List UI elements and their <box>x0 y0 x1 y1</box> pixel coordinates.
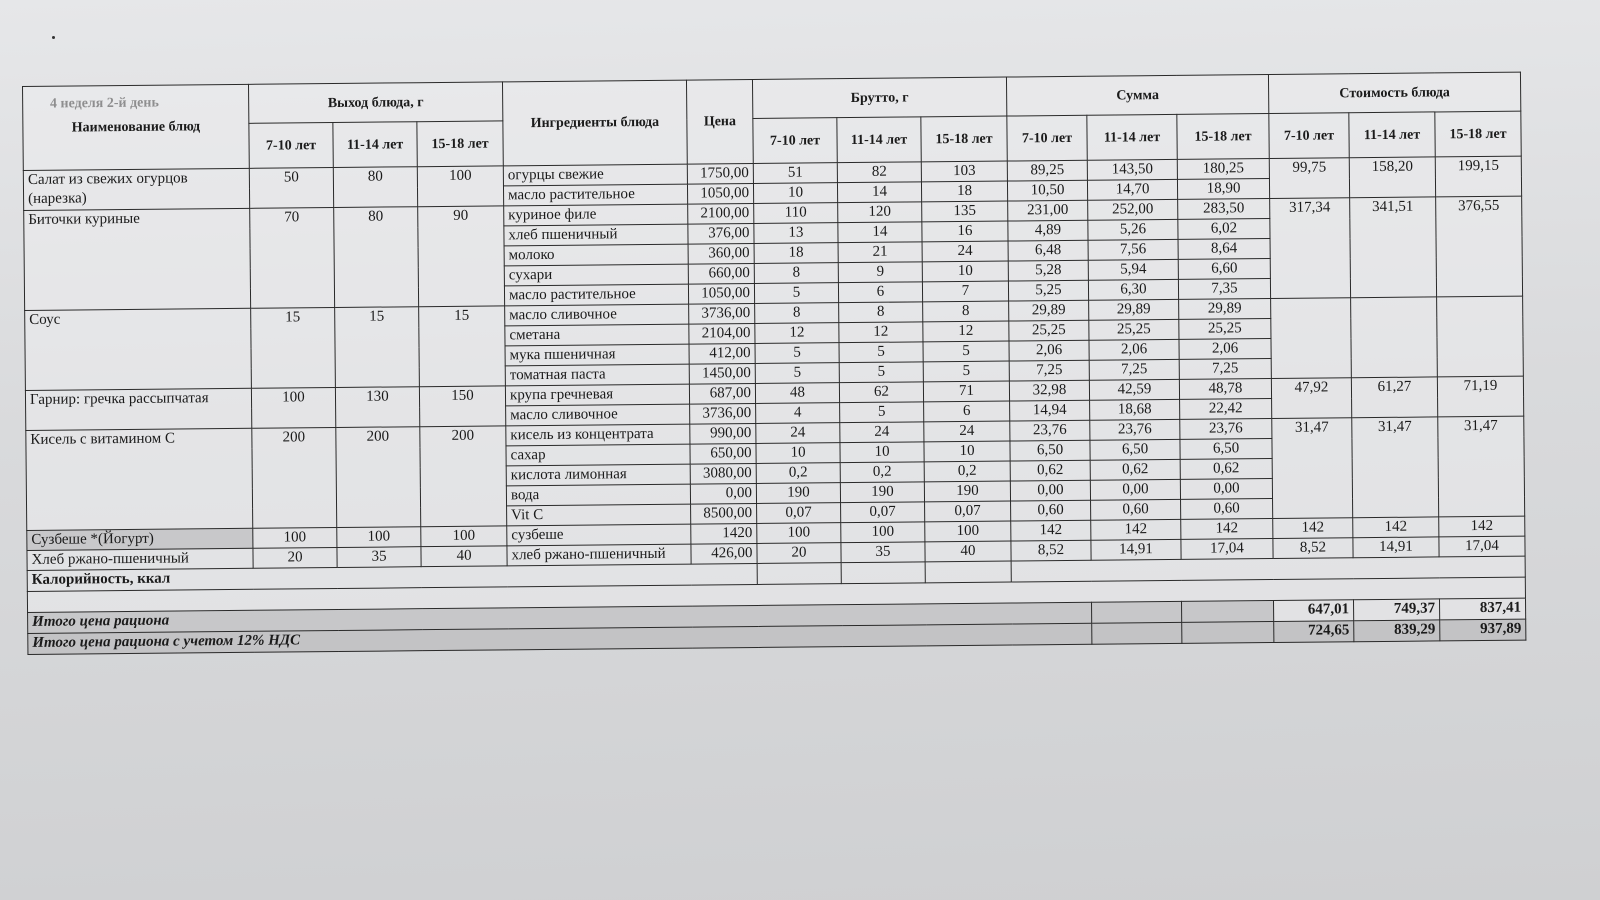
dish-cost: 8,52 <box>1273 538 1353 559</box>
ingredient-brutto: 100 <box>757 523 841 544</box>
ingredient-price: 1050,00 <box>688 283 754 304</box>
dish-yield: 90 <box>418 206 505 307</box>
header-sum-age-15-18: 15-18 лет <box>1177 114 1269 160</box>
ingredient-sum: 6,02 <box>1178 219 1270 240</box>
total-vat-label: Итого цена рациона с учетом 12% НДС <box>28 623 1092 654</box>
ingredient-brutto: 12 <box>923 321 1009 342</box>
header-sum-age-11-14: 11-14 лет <box>1087 114 1177 160</box>
ingredient-sum: 23,76 <box>1090 419 1180 440</box>
ingredient-sum: 5,25 <box>1008 280 1088 301</box>
header-yield-age-15-18: 15-18 лет <box>417 121 503 167</box>
ingredient-brutto: 103 <box>921 161 1007 182</box>
ingredient-name: масло сливочное <box>506 404 690 426</box>
dish-yield: 150 <box>419 386 505 427</box>
ingredient-sum: 29,89 <box>1089 299 1179 320</box>
ingredient-sum: 0,00 <box>1180 479 1272 500</box>
ingredient-sum: 89,25 <box>1007 160 1087 181</box>
dish-cost: 158,20 <box>1349 157 1435 198</box>
dish-yield: 130 <box>335 387 419 428</box>
ingredient-brutto: 110 <box>754 203 838 224</box>
ingredient-sum: 25,25 <box>1089 319 1179 340</box>
ingredient-brutto: 5 <box>839 342 923 363</box>
total-blank-cell <box>1092 622 1182 644</box>
dish-cost: 376,55 <box>1436 196 1523 297</box>
header-brutto-age-7-10: 7-10 лет <box>753 118 837 164</box>
scan-speck <box>52 36 55 39</box>
dish-yield: 100 <box>417 166 503 207</box>
ingredient-brutto: 82 <box>837 162 921 183</box>
dish-yield: 200 <box>252 428 337 529</box>
total-vat-value-11-14: 839,29 <box>1354 620 1440 642</box>
ingredient-brutto: 10 <box>753 183 837 204</box>
ingredient-name: сметана <box>505 324 689 346</box>
ingredient-brutto: 71 <box>923 381 1009 402</box>
ingredient-brutto: 0,2 <box>840 462 924 483</box>
ingredient-name: масло растительное <box>503 184 687 206</box>
ingredient-sum: 231,00 <box>1008 200 1088 221</box>
calories-cell <box>757 563 841 585</box>
ingredient-price: 1450,00 <box>689 363 755 384</box>
header-yield: Выход блюда, г <box>248 82 502 123</box>
ingredient-brutto: 24 <box>840 422 924 443</box>
total-blank-cell <box>1182 601 1274 623</box>
dish-cost: 142 <box>1439 516 1525 537</box>
dish-name: Гарнир: гречка рассыпчатая <box>25 388 251 430</box>
ingredient-sum: 6,50 <box>1090 439 1180 460</box>
dish-cost: 142 <box>1273 518 1353 539</box>
ingredient-sum: 0,60 <box>1181 499 1273 520</box>
ingredient-sum: 25,25 <box>1009 320 1089 341</box>
dish-cost: 199,15 <box>1435 156 1521 197</box>
ingredient-price: 3736,00 <box>690 403 756 424</box>
ingredient-brutto: 14 <box>838 222 922 243</box>
ingredient-price: 376,00 <box>688 223 754 244</box>
dish-cost: 31,47 <box>1272 418 1353 519</box>
ingredient-sum: 14,94 <box>1010 400 1090 421</box>
calories-cell <box>841 562 925 584</box>
ingredient-brutto: 6 <box>838 282 922 303</box>
header-yield-age-11-14: 11-14 лет <box>333 122 417 168</box>
dish-yield: 50 <box>249 168 333 209</box>
ingredient-sum: 0,62 <box>1010 460 1090 481</box>
ingredient-brutto: 13 <box>754 223 838 244</box>
menu-body <box>23 156 1525 570</box>
dish-cost <box>1437 296 1524 377</box>
ingredient-price: 412,00 <box>689 343 755 364</box>
ingredient-name: Vit C <box>507 504 691 526</box>
ingredient-sum: 17,04 <box>1181 539 1273 560</box>
ingredient-name: кисель из концентрата <box>506 424 690 446</box>
ingredient-brutto: 0,07 <box>841 502 925 523</box>
ingredient-brutto: 0,07 <box>925 501 1011 522</box>
ingredient-sum: 23,76 <box>1010 420 1090 441</box>
ingredient-price: 8500,00 <box>691 503 757 524</box>
dish-yield: 20 <box>253 547 337 568</box>
header-brutto: Брутто, г <box>752 77 1006 118</box>
ingredient-sum: 0,00 <box>1010 480 1090 501</box>
total-blank-cell <box>1182 622 1274 644</box>
dish-cost: 17,04 <box>1439 536 1525 557</box>
ingredient-brutto: 18 <box>921 181 1007 202</box>
ingredient-brutto: 51 <box>753 163 837 184</box>
dish-cost: 142 <box>1353 517 1439 538</box>
dish-yield: 80 <box>334 207 419 308</box>
dish-name: Салат из свежих огурцов (нарезка) <box>23 168 249 210</box>
ingredient-brutto: 10 <box>840 442 924 463</box>
ingredient-sum: 0,62 <box>1180 459 1272 480</box>
header-cost-age-7-10: 7-10 лет <box>1269 113 1349 159</box>
header-ingredients: Ингредиенты блюда <box>502 80 687 166</box>
ingredient-brutto: 24 <box>756 423 840 444</box>
dish-yield: 35 <box>337 547 421 568</box>
ingredient-name: вода <box>506 484 690 506</box>
ingredient-brutto: 9 <box>838 262 922 283</box>
ingredient-brutto: 120 <box>838 202 922 223</box>
ingredient-price: 1750,00 <box>687 163 753 184</box>
ingredient-sum: 5,28 <box>1008 260 1088 281</box>
ingredient-sum: 2,06 <box>1089 339 1179 360</box>
total-vat-value-15-18: 937,89 <box>1440 619 1526 641</box>
ingredient-sum: 180,25 <box>1177 159 1269 180</box>
ingredient-brutto: 21 <box>838 242 922 263</box>
ingredient-name: масло растительное <box>504 284 688 306</box>
ingredient-brutto: 190 <box>756 483 840 504</box>
menu-table <box>22 72 1526 655</box>
ingredient-sum: 48,78 <box>1179 379 1271 400</box>
dish-cost: 71,19 <box>1437 376 1523 417</box>
ingredient-sum: 6,48 <box>1008 240 1088 261</box>
ingredient-brutto: 14 <box>837 182 921 203</box>
header-cost-age-11-14: 11-14 лет <box>1349 112 1435 158</box>
ingredient-brutto: 35 <box>841 542 925 563</box>
ingredient-sum: 7,56 <box>1088 239 1178 260</box>
total-vat-value-7-10: 724,65 <box>1274 621 1354 643</box>
ingredient-sum: 6,50 <box>1180 439 1272 460</box>
calories-label: Калорийность, ккал <box>27 563 757 591</box>
ingredient-name: томатная паста <box>505 364 689 386</box>
ingredient-sum: 0,60 <box>1091 499 1181 520</box>
ingredient-brutto: 100 <box>841 522 925 543</box>
ingredient-sum: 142 <box>1011 520 1091 541</box>
ingredient-sum: 18,68 <box>1090 399 1180 420</box>
ingredient-brutto: 6 <box>924 401 1010 422</box>
dish-cost: 341,51 <box>1350 197 1437 298</box>
ingredient-name: масло сливочное <box>505 304 689 326</box>
ingredient-price: 360,00 <box>688 243 754 264</box>
ingredient-brutto: 10 <box>922 261 1008 282</box>
menu-sheet <box>22 72 1526 655</box>
ingredient-sum: 4,89 <box>1008 220 1088 241</box>
dish-yield: 200 <box>336 427 421 528</box>
ingredient-brutto: 18 <box>754 243 838 264</box>
ingredient-brutto: 4 <box>756 403 840 424</box>
ingredient-sum: 6,60 <box>1178 259 1270 280</box>
ingredient-price: 1420 <box>691 523 757 544</box>
dish-name: Сузбеше *(Йогурт) <box>27 528 253 550</box>
dish-yield: 80 <box>333 167 417 208</box>
ingredient-brutto: 10 <box>924 441 1010 462</box>
dish-cost: 31,47 <box>1352 417 1439 518</box>
ingredient-brutto: 62 <box>839 382 923 403</box>
ingredient-name: куриное филе <box>504 204 688 226</box>
calories-cell <box>925 561 1011 583</box>
header-sum-age-7-10: 7-10 лет <box>1007 115 1087 161</box>
dish-cost: 317,34 <box>1270 198 1351 299</box>
ingredient-sum: 8,52 <box>1011 540 1091 561</box>
dish-yield: 100 <box>337 527 421 548</box>
ingredient-name: сахар <box>506 444 690 466</box>
ingredient-brutto: 190 <box>840 482 924 503</box>
ingredient-name: мука пшеничная <box>505 344 689 366</box>
ingredient-brutto: 190 <box>924 481 1010 502</box>
ingredient-brutto: 0,2 <box>756 463 840 484</box>
header-sum: Сумма <box>1006 75 1268 117</box>
ingredient-sum: 2,06 <box>1179 339 1271 360</box>
ingredient-price: 660,00 <box>688 263 754 284</box>
total-label: Итого цена рациона <box>28 602 1092 633</box>
ingredient-brutto: 5 <box>754 283 838 304</box>
ingredient-sum: 18,90 <box>1177 179 1269 200</box>
ingredient-sum: 252,00 <box>1088 199 1178 220</box>
dish-name: Хлеб ржано-пшеничный <box>27 548 253 570</box>
dish-yield: 15 <box>419 306 506 387</box>
ingredient-brutto: 135 <box>922 201 1008 222</box>
ingredient-sum: 29,89 <box>1009 300 1089 321</box>
total-value-7-10: 647,01 <box>1273 600 1353 622</box>
ingredient-brutto: 20 <box>757 543 841 564</box>
ingredient-brutto: 100 <box>925 521 1011 542</box>
ingredient-sum: 0,60 <box>1011 500 1091 521</box>
ingredient-brutto: 8 <box>923 301 1009 322</box>
header-cost-age-15-18: 15-18 лет <box>1435 111 1521 157</box>
dish-yield: 100 <box>253 527 337 548</box>
ingredient-sum: 14,91 <box>1091 539 1181 560</box>
total-value-11-14: 749,37 <box>1353 599 1439 621</box>
dish-name: Соус <box>25 308 252 390</box>
ingredient-brutto: 10 <box>756 443 840 464</box>
ingredient-name: сузбеше <box>507 524 691 546</box>
ingredient-brutto: 5 <box>840 402 924 423</box>
ingredient-brutto: 24 <box>922 241 1008 262</box>
ingredient-brutto: 48 <box>755 383 839 404</box>
ingredient-sum: 143,50 <box>1087 159 1177 180</box>
ingredient-sum: 5,26 <box>1088 219 1178 240</box>
total-blank-cell <box>1092 601 1182 623</box>
ingredient-sum: 0,00 <box>1090 479 1180 500</box>
ingredient-price: 3736,00 <box>689 303 755 324</box>
ingredient-brutto: 12 <box>755 323 839 344</box>
ingredient-brutto: 24 <box>924 421 1010 442</box>
dish-cost <box>1271 298 1352 379</box>
ingredient-name: хлеб ржано-пшеничный <box>507 544 691 566</box>
ingredient-price: 1050,00 <box>687 183 753 204</box>
ingredient-sum: 22,42 <box>1180 399 1272 420</box>
ingredient-price: 650,00 <box>690 443 756 464</box>
ingredient-name: кислота лимонная <box>506 464 690 486</box>
ingredient-price: 687,00 <box>689 383 755 404</box>
dish-yield: 15 <box>251 308 336 389</box>
ingredient-sum: 7,25 <box>1009 360 1089 381</box>
dish-cost: 61,27 <box>1351 377 1437 418</box>
ingredient-price: 0,00 <box>690 483 756 504</box>
ingredient-sum: 8,64 <box>1178 239 1270 260</box>
ingredient-brutto: 40 <box>925 541 1011 562</box>
dish-name: Кисель с витамином С <box>26 428 253 530</box>
ingredient-name: сухари <box>504 264 688 286</box>
ingredient-sum: 7,25 <box>1089 359 1179 380</box>
ingredient-sum: 29,89 <box>1179 299 1271 320</box>
dish-cost: 47,92 <box>1271 378 1351 419</box>
dish-cost: 14,91 <box>1353 537 1439 558</box>
ingredient-brutto: 8 <box>755 303 839 324</box>
ingredient-sum: 6,50 <box>1010 440 1090 461</box>
dish-yield: 100 <box>421 526 507 547</box>
ingredient-price: 426,00 <box>691 543 757 564</box>
ingredient-sum: 2,06 <box>1009 340 1089 361</box>
ingredient-sum: 7,35 <box>1178 279 1270 300</box>
dish-cost: 99,75 <box>1269 158 1349 199</box>
dish-yield: 100 <box>251 388 335 429</box>
ingredient-sum: 23,76 <box>1180 419 1272 440</box>
ingredient-brutto: 16 <box>922 221 1008 242</box>
ingredient-name: молоко <box>504 244 688 266</box>
ingredient-brutto: 5 <box>839 362 923 383</box>
dish-yield: 15 <box>335 307 420 388</box>
ingredient-brutto: 8 <box>754 263 838 284</box>
ingredient-brutto: 0,07 <box>757 503 841 524</box>
dish-yield: 70 <box>250 208 335 309</box>
ingredient-sum: 5,94 <box>1088 259 1178 280</box>
ingredient-name: крупа гречневая <box>505 384 689 406</box>
ingredient-sum: 283,50 <box>1178 199 1270 220</box>
ingredient-sum: 7,25 <box>1179 359 1271 380</box>
dish-cost: 31,47 <box>1438 416 1525 517</box>
ingredient-brutto: 5 <box>923 361 1009 382</box>
ingredient-sum: 25,25 <box>1179 319 1271 340</box>
ingredient-sum: 0,62 <box>1090 459 1180 480</box>
header-brutto-age-11-14: 11-14 лет <box>837 117 921 163</box>
ingredient-name: огурцы свежие <box>503 164 687 186</box>
ingredient-sum: 14,70 <box>1087 179 1177 200</box>
ingredient-sum: 6,30 <box>1088 279 1178 300</box>
header-yield-age-7-10: 7-10 лет <box>249 123 333 169</box>
ingredient-brutto: 12 <box>839 322 923 343</box>
ingredient-brutto: 5 <box>923 341 1009 362</box>
ingredient-sum: 42,59 <box>1089 379 1179 400</box>
header-dish-name: Наименование блюд <box>23 84 250 170</box>
header-cost: Стоимость блюда <box>1268 72 1520 113</box>
ingredient-sum: 10,50 <box>1007 180 1087 201</box>
ingredient-sum: 142 <box>1181 519 1273 540</box>
dish-name: Биточки куриные <box>24 208 251 310</box>
dish-yield: 40 <box>421 546 507 567</box>
ingredient-price: 2100,00 <box>688 203 754 224</box>
header-price: Цена <box>686 79 753 164</box>
ingredient-sum: 142 <box>1091 519 1181 540</box>
ingredient-brutto: 5 <box>755 363 839 384</box>
ingredient-price: 990,00 <box>690 423 756 444</box>
ingredient-price: 3080,00 <box>690 463 756 484</box>
ingredient-price: 2104,00 <box>689 323 755 344</box>
header-brutto-age-15-18: 15-18 лет <box>921 116 1007 162</box>
ingredient-name: хлеб пшеничный <box>504 224 688 246</box>
dish-cost <box>1351 297 1438 378</box>
ingredient-brutto: 5 <box>755 343 839 364</box>
ingredient-brutto: 0,2 <box>924 461 1010 482</box>
dish-yield: 200 <box>420 426 507 527</box>
ingredient-sum: 32,98 <box>1009 380 1089 401</box>
ingredient-brutto: 8 <box>839 302 923 323</box>
ingredient-brutto: 7 <box>922 281 1008 302</box>
total-value-15-18: 837,41 <box>1439 598 1525 620</box>
